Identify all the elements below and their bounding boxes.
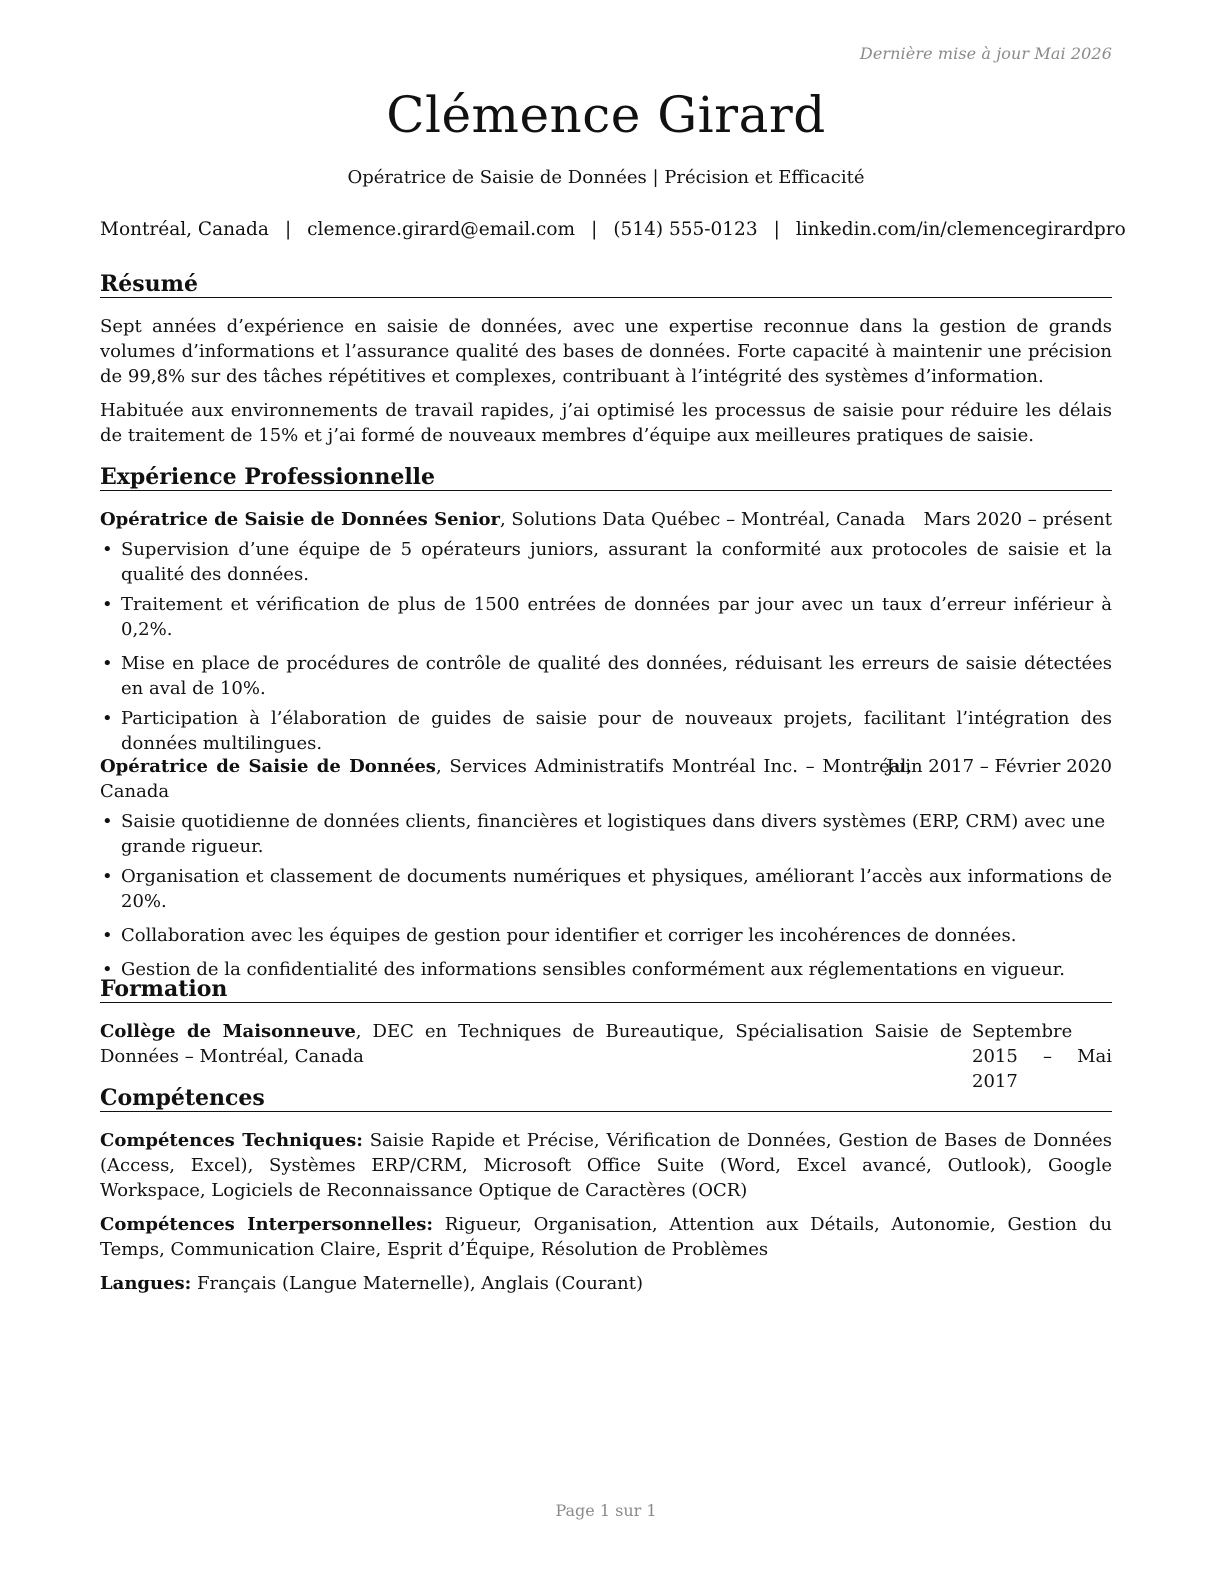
- contact-linkedin[interactable]: linkedin.com/in/clemencegirardpro: [795, 219, 1126, 240]
- bullet-text: Supervision d’une équipe de 5 opérateurs juniors, assurant la conformité aux protocoles de saisie et la qualité des données.: [121, 539, 1112, 585]
- bullet-text: Saisie quotidienne de données clients, financières et logistiques dans divers systèmes (ERP, CRM) avec une grande rigueur.: [121, 811, 1106, 857]
- bullet-icon: •: [102, 811, 113, 832]
- skill-line-interpersonal: [100, 1212, 1112, 1262]
- contact-separator: |: [591, 219, 598, 240]
- candidate-tagline: Opératrice de Saisie de Données | Précision et Efficacité: [347, 167, 865, 188]
- job-company: , Services Administratifs Montréal Inc. – Montréal, Canada: [100, 756, 912, 802]
- bullet-icon: •: [102, 653, 113, 674]
- job-header: [100, 507, 1112, 532]
- resume-paragraph: Sept années d’expérience en saisie de données, avec une expertise reconnue dans la gestion de grands volumes d’informations et l’assurance qualité des bases de données. Forte capacité à maintenir une précision de 99,8% sur des tâches répétitives et complexes, contribuant à l’intégrité des systèmes d’information.: [100, 316, 1112, 387]
- bullet-icon: •: [102, 925, 113, 946]
- section-title-skills: Compétences: [100, 1085, 1112, 1112]
- last-updated: Dernière mise à jour Mai 2026: [859, 44, 1112, 63]
- education-line: [100, 1019, 1112, 1069]
- bullet-icon: •: [102, 594, 113, 615]
- contact-email[interactable]: clemence.girard@email.com: [307, 219, 576, 240]
- job-dates: Juin 2017 – Février 2020: [886, 756, 1112, 777]
- list-item: [100, 651, 1112, 701]
- list-item: [100, 809, 1112, 859]
- contact-separator: |: [773, 219, 780, 240]
- section-title-experience: Expérience Professionnelle: [100, 464, 1112, 491]
- skill-text: Rigueur, Organisation, Attention aux Détails, Autonomie, Gestion du Temps, Communication Claire, Esprit d’Équipe, Résolution de Problèmes: [100, 1214, 1112, 1260]
- page-number: Page 1 sur 1: [555, 1501, 657, 1520]
- bullet-icon: •: [102, 539, 113, 560]
- bullet-text: Gestion de la confidentialité des informations sensibles conformément aux réglementations en vigueur.: [121, 959, 1066, 980]
- skill-text: Français (Langue Maternelle), Anglais (Courant): [191, 1273, 644, 1294]
- job-company: , Solutions Data Québec – Montréal, Canada: [499, 509, 906, 530]
- list-item: [100, 592, 1112, 642]
- education-dates: Septembre 2015 – Mai 2017: [972, 1021, 1112, 1092]
- list-item: [100, 706, 1112, 756]
- job-dates: Mars 2020 – présent: [923, 509, 1112, 530]
- bullet-icon: •: [102, 708, 113, 729]
- education-details: , DEC en Techniques de Bureautique, Spécialisation Saisie de Données – Montréal, Canada: [100, 1021, 962, 1067]
- list-item: [100, 537, 1112, 587]
- contact-phone[interactable]: (514) 555-0123: [613, 219, 758, 240]
- bullet-icon: •: [102, 959, 113, 980]
- section-title-resume: Résumé: [100, 271, 1112, 298]
- contact-location: Montréal, Canada: [100, 219, 269, 240]
- bullet-text: Participation à l’élaboration de guides de saisie pour de nouveaux projets, facilitant l’intégration des données multilingues.: [121, 708, 1112, 754]
- bullet-text: Collaboration avec les équipes de gestion pour identifier et corriger les incohérences de données.: [121, 925, 1017, 946]
- contact-line: [100, 219, 1126, 240]
- skill-text: Saisie Rapide et Précise, Vérification de Données, Gestion de Bases de Données (Access, Excel), Systèmes ERP/CRM, Microsoft Office Suite (Word, Excel avancé, Outlook), Google Workspace, Logiciels de Reconnaissance Optique de Caractères (OCR): [100, 1130, 1112, 1201]
- skill-label: Langues:: [100, 1273, 192, 1294]
- skill-label: Compétences Interpersonnelles:: [100, 1214, 434, 1235]
- job-role: Opératrice de Saisie de Données Senior: [100, 509, 500, 530]
- resume-paragraph: Habituée aux environnements de travail rapides, j’ai optimisé les processus de saisie pour réduire les délais de traitement de 15% et j’ai formé de nouveaux membres d’équipe aux meilleures pratiques de saisie.: [100, 400, 1112, 446]
- job-role: Opératrice de Saisie de Données: [100, 756, 436, 777]
- skill-line-technical: [100, 1128, 1112, 1203]
- contact-separator: |: [284, 219, 292, 240]
- education-school: Collège de Maisonneuve: [100, 1021, 356, 1042]
- list-item: [100, 923, 1112, 948]
- bullet-text: Traitement et vérification de plus de 1500 entrées de données par jour avec un taux d’erreur inférieur à 0,2%.: [121, 594, 1112, 640]
- job-bullets: [100, 537, 1112, 756]
- resume-page: [100, 0, 1126, 1584]
- bullet-icon: •: [102, 866, 113, 887]
- candidate-name: Clémence Girard: [386, 86, 826, 144]
- bullet-text: Organisation et classement de documents numériques et physiques, améliorant l’accès aux informations de 20%.: [121, 866, 1112, 912]
- skill-label: Compétences Techniques:: [100, 1130, 363, 1151]
- job-bullets: [100, 809, 1112, 982]
- bullet-text: Mise en place de procédures de contrôle de qualité des données, réduisant les erreurs de saisie détectées en aval de 10%.: [121, 653, 1112, 699]
- list-item: [100, 864, 1112, 914]
- skill-line-languages: [100, 1271, 1112, 1296]
- education-entry: [100, 1019, 1112, 1092]
- job-header: [100, 754, 1112, 804]
- section-title-education: Formation: [100, 976, 1112, 1003]
